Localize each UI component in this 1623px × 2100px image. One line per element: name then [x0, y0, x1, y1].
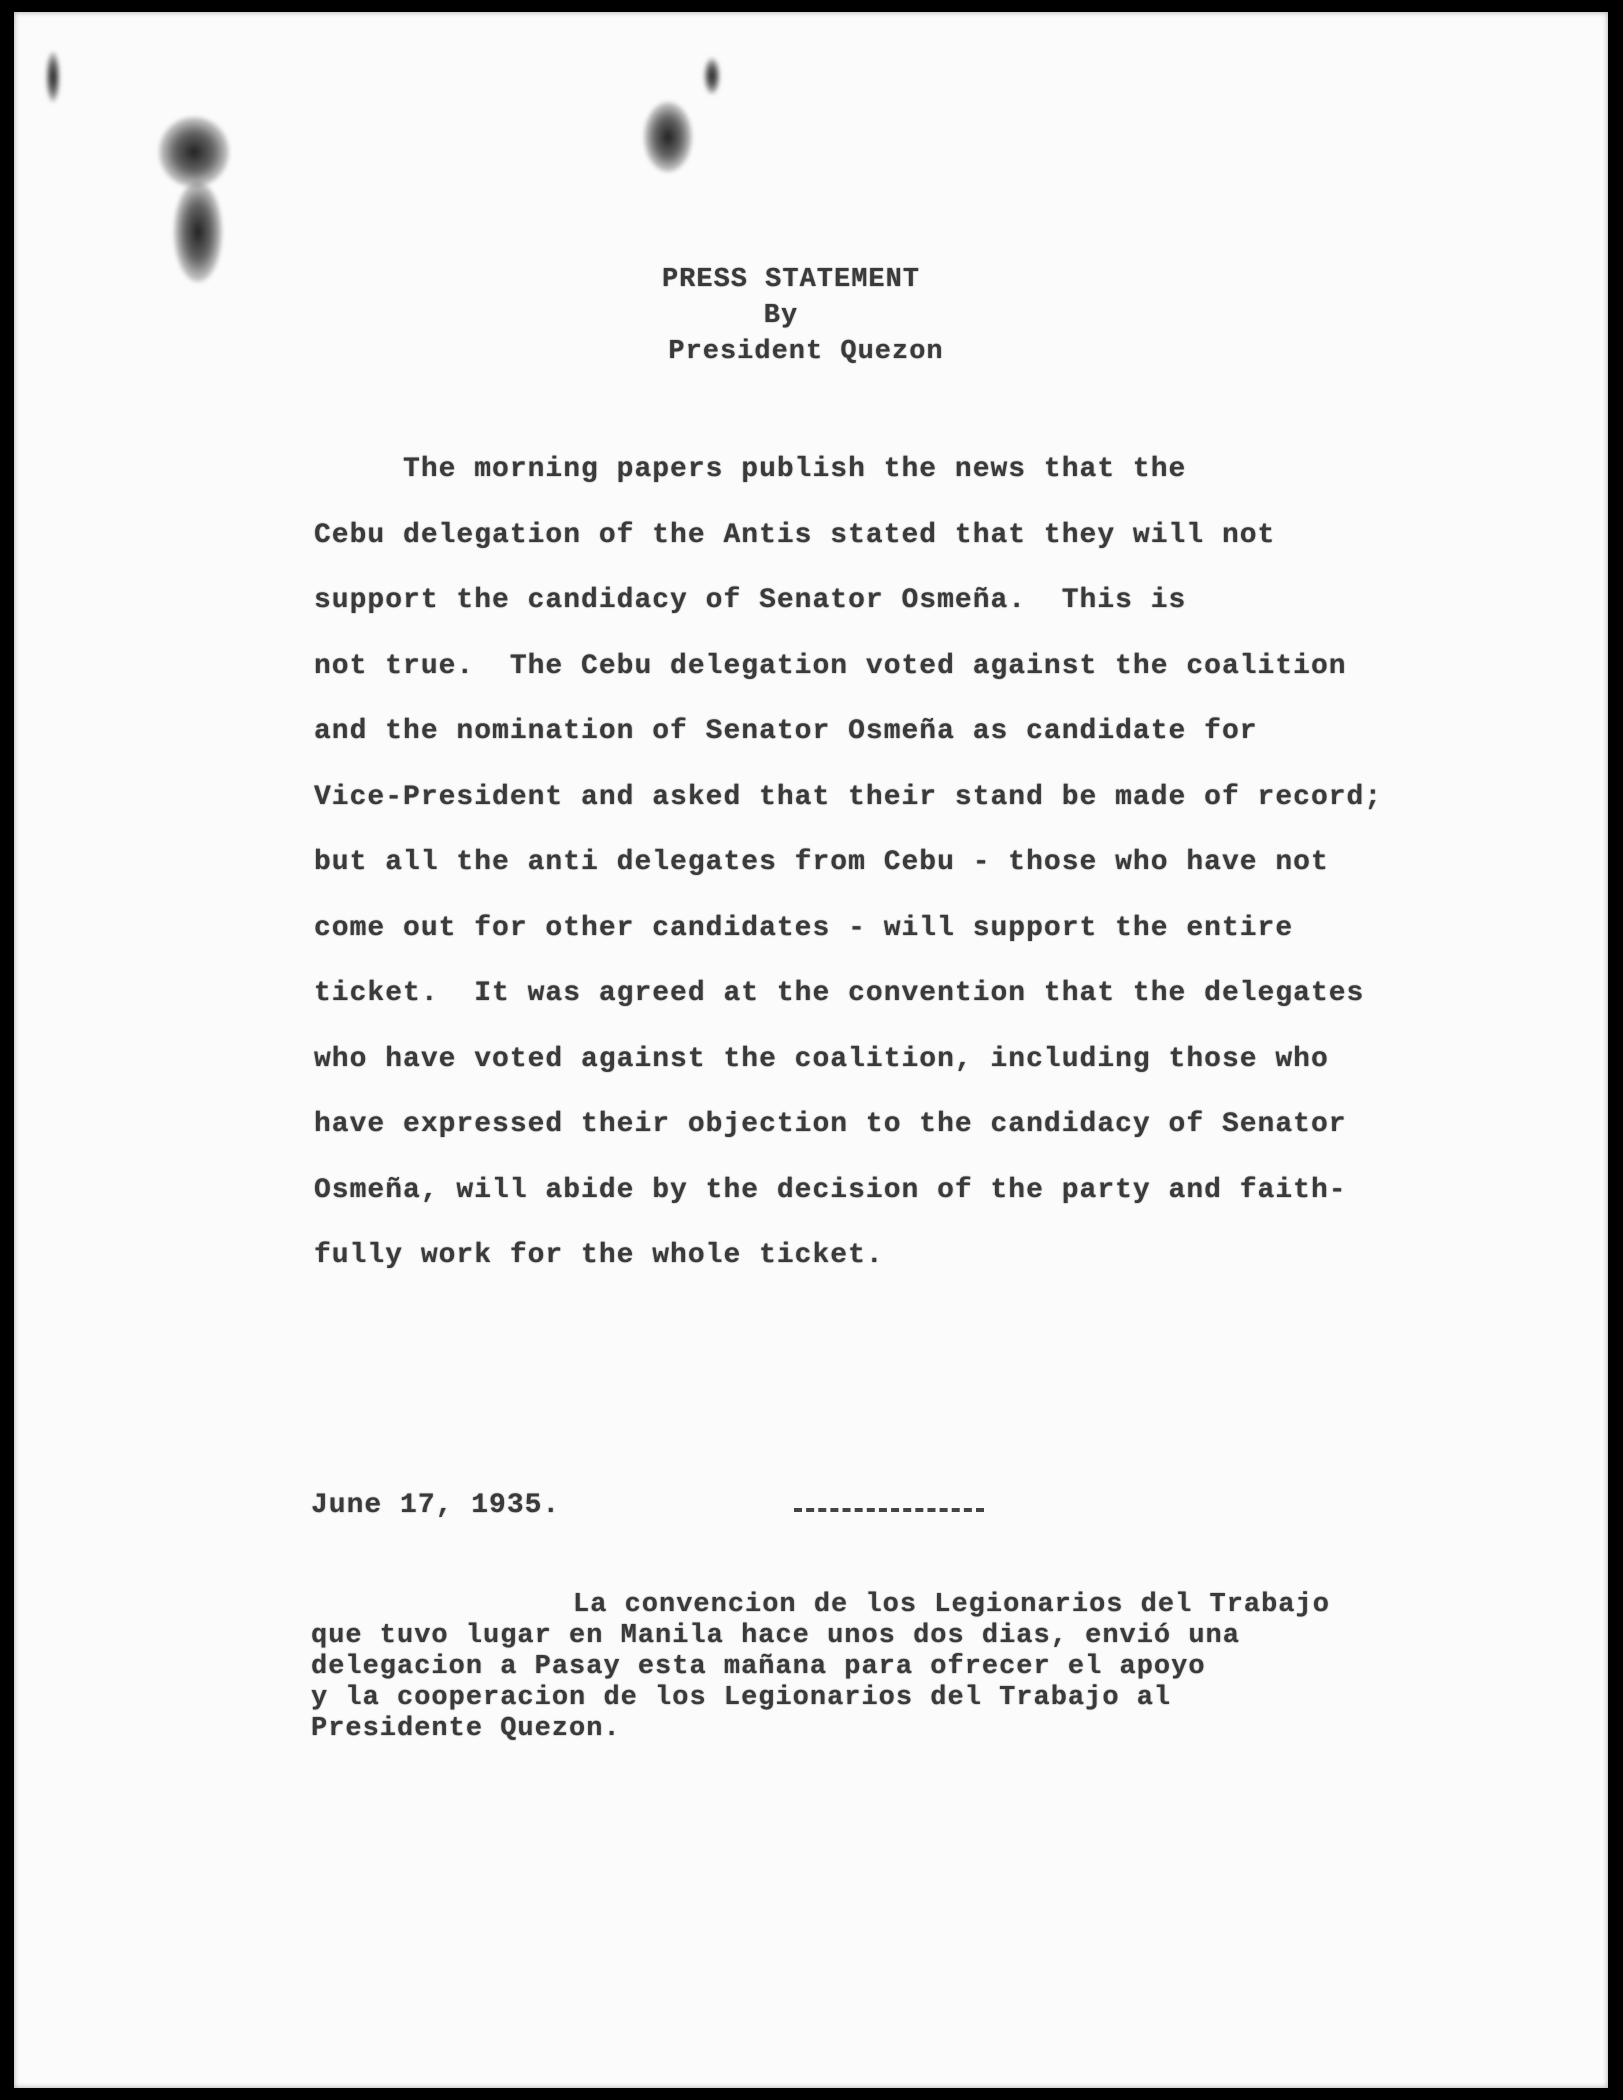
- ink-blot: [46, 52, 60, 102]
- spanish-line: y la cooperacion de los Legionarios del Trabajo al: [311, 1683, 1172, 1713]
- body-line: and the nomination of Senator Osmeña as candidate for: [314, 716, 1258, 747]
- body-line: support the candidacy of Senator Osmeña. This is: [314, 585, 1187, 616]
- spanish-line: Presidente Quezon.: [311, 1714, 621, 1744]
- heading-by: By: [763, 301, 799, 331]
- body-line: who have voted against the coalition, including those who: [314, 1043, 1329, 1075]
- body-line: The morning papers publish the news that the: [314, 454, 1187, 485]
- spanish-line: que tuvo lugar en Manila hace unos dos dias, envió una: [311, 1621, 1240, 1651]
- body-line: Cebu delegation of the Antis stated that they will not: [314, 519, 1276, 551]
- body-line: Osmeña, will abide by the decision of the party and faith-: [314, 1174, 1347, 1206]
- ink-blot: [644, 102, 692, 172]
- ink-blot: [159, 117, 229, 187]
- spanish-line: La convencion de los Legionarios del Trabajo: [573, 1590, 1330, 1620]
- statement-body: [314, 437, 1514, 1289]
- body-line: but all the anti delegates from Cebu - those who have not: [314, 847, 1329, 878]
- body-line: not true. The Cebu delegation voted against the coalition: [314, 650, 1347, 682]
- spanish-paragraph: [311, 1590, 1511, 1745]
- statement-date: June 17, 1935.: [311, 1490, 561, 1521]
- section-divider: [794, 1508, 984, 1512]
- heading-author: President Quezon: [668, 337, 944, 367]
- body-line: come out for other candidates - will support the entire: [314, 912, 1294, 944]
- body-line: ticket. It was agreed at the convention that the delegates: [314, 978, 1365, 1009]
- document-heading: [14, 262, 1608, 370]
- body-line: Vice-President and asked that their stand be made of record;: [314, 781, 1383, 813]
- spanish-line: delegacion a Pasay esta mañana para ofrecer el apoyo: [311, 1652, 1206, 1682]
- body-line: fully work for the whole ticket.: [314, 1240, 884, 1271]
- heading-title: PRESS STATEMENT: [661, 265, 921, 295]
- body-line: have expressed their objection to the candidacy of Senator: [314, 1109, 1347, 1140]
- ink-blot: [704, 58, 720, 94]
- document-page: [14, 12, 1608, 2088]
